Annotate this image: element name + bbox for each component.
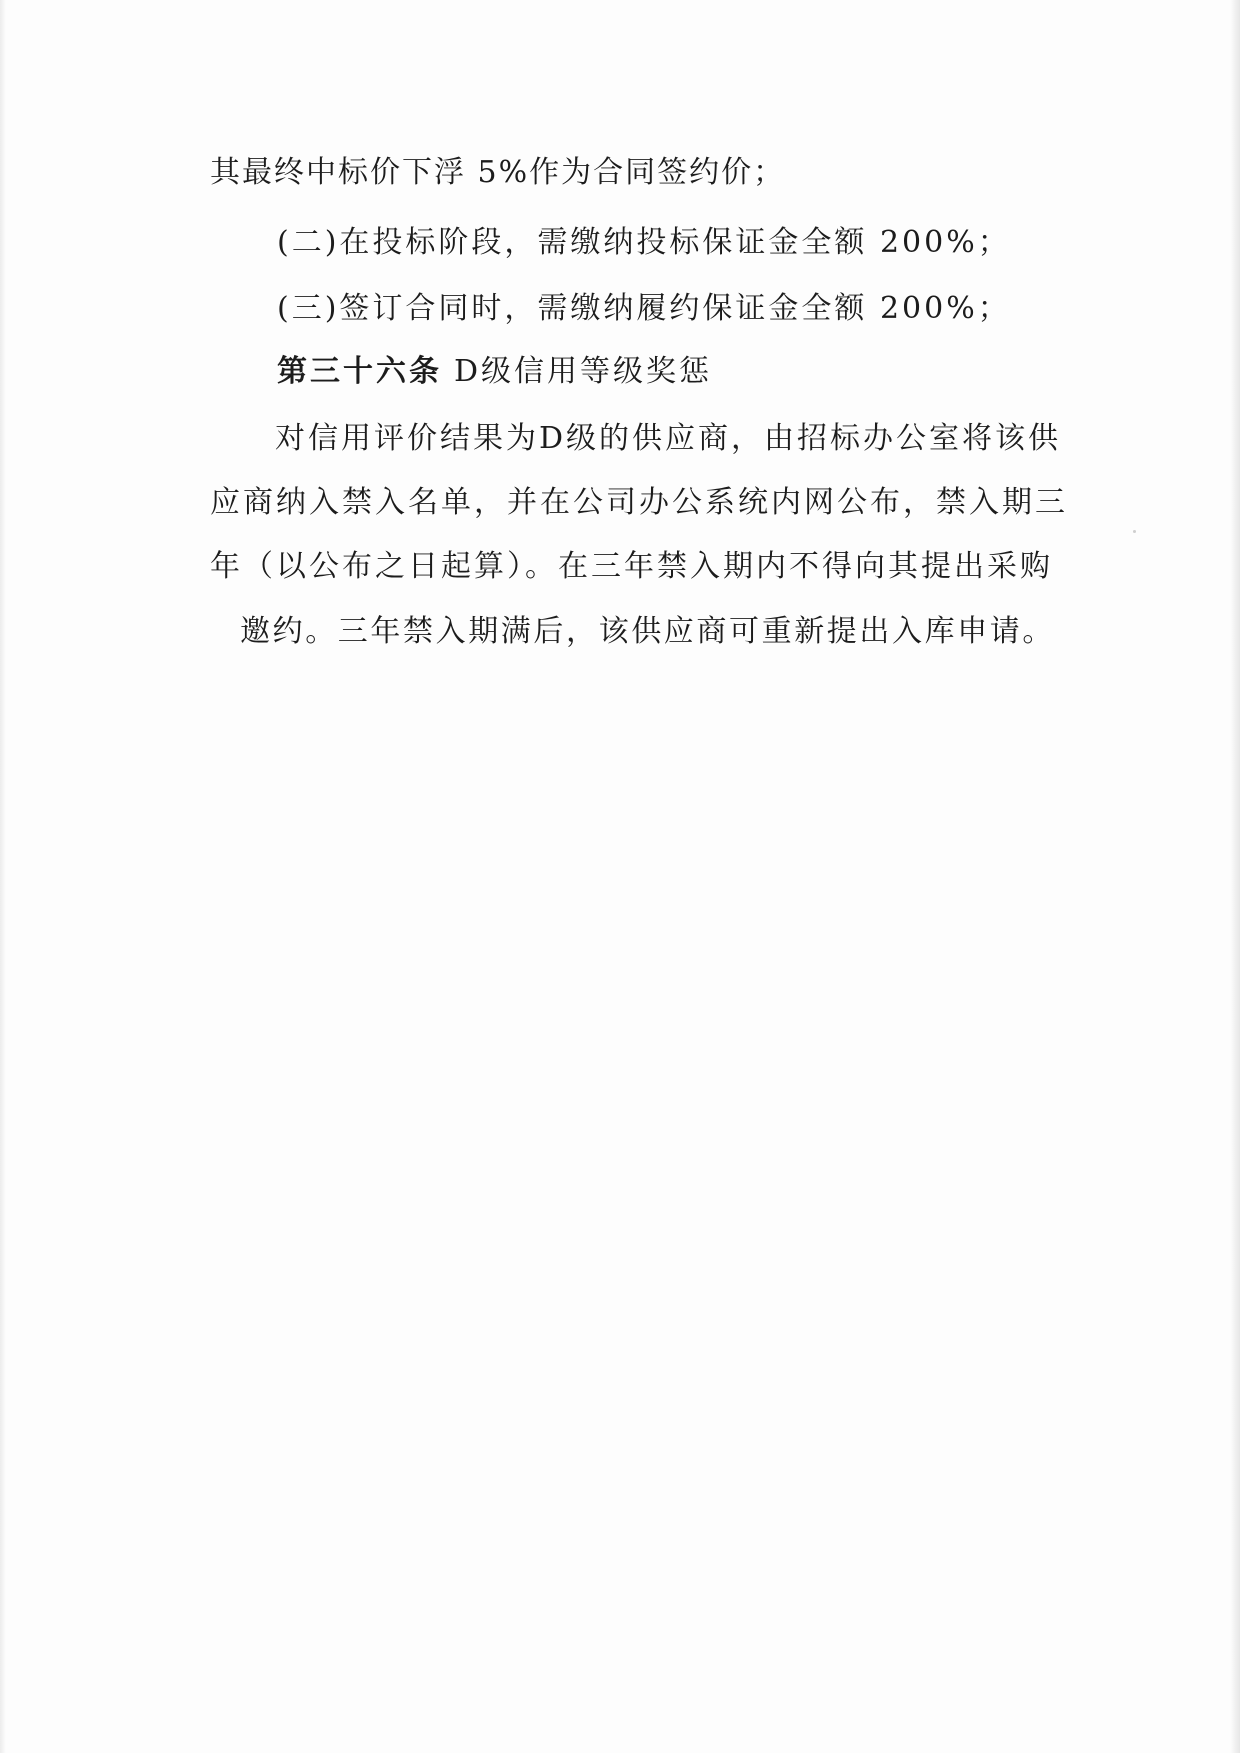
article-heading	[277, 352, 712, 392]
scan-edge-left	[0, 0, 6, 1753]
body-line: 邀约。三年禁入期满后，该供应商可重新提出入库申请。	[240, 614, 1055, 649]
body-line: 年（以公布之日起算）。在三年禁入期内不得向其提出采购	[210, 549, 1053, 584]
scan-speck	[1133, 530, 1136, 533]
body-line: 对信用评价结果为D级的供应商，由招标办公室将该供	[275, 421, 1062, 456]
list-item-3: (三)签订合同时，需缴纳履约保证金全额 200%；	[277, 291, 1011, 326]
scan-edge-right	[1230, 0, 1240, 1753]
article-title: D级信用等级奖惩	[454, 354, 713, 389]
article-number: 第三十六条	[277, 354, 442, 389]
list-item-2: (二)在投标阶段，需缴纳投标保证金全额 200%；	[277, 225, 1011, 260]
body-line: 应商纳入禁入名单，并在公司办公系统内网公布，禁入期三	[210, 485, 1068, 520]
continuation-line: 其最终中标价下浮 5%作为合同签约价；	[210, 155, 786, 190]
